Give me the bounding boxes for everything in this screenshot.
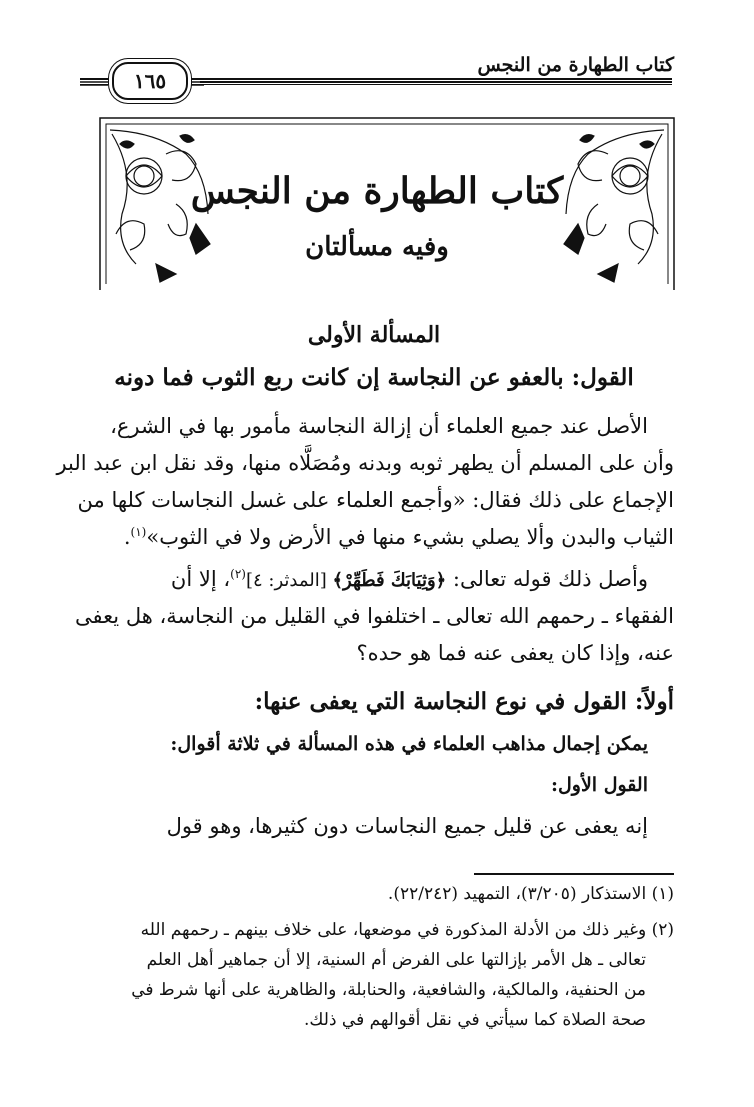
issue-statement: القول: بالعفو عن النجاسة إن كانت ربع الثوب فما دونه bbox=[114, 364, 634, 391]
header-rule-right-dashes bbox=[188, 76, 204, 88]
quran-verse: ﴿وَثِيَابَكَ فَطَهِّرْ﴾ bbox=[332, 570, 447, 591]
paragraph-line: وأن على المسلم أن يطهر ثوبه وبدنه ومُصَلَّاه منها، وقد نقل ابن عبد البر bbox=[56, 451, 674, 475]
footnote-2-line: (٢) وغير ذلك من الأدلة المذكورة في موضعها، على خلاف بينهم ـ رحمهم الله bbox=[140, 920, 674, 940]
footnote-2-line: صحة الصلاة كما سيأتي في نقل أقوالهم في ذلك. bbox=[304, 1010, 646, 1030]
period: . bbox=[123, 525, 131, 549]
quran-citation: [المدثر: ٤] bbox=[245, 570, 333, 591]
issue-heading: المسألة الأولى bbox=[307, 322, 441, 348]
paragraph-text: ، إلا أن bbox=[170, 567, 231, 591]
paragraph-line: عنه، وإذا كان يعفى عنه فما هو حده؟ bbox=[356, 641, 674, 665]
section-heading: أولاً: القول في نوع النجاسة التي يعفى عنها: bbox=[254, 688, 674, 715]
chapter-subtitle: وفيه مسألتان bbox=[305, 232, 449, 262]
quran-line bbox=[74, 567, 674, 592]
paragraph-line-with-ref bbox=[74, 525, 674, 550]
paragraph-line: الفقهاء ـ رحمهم الله تعالى ـ اختلفوا في القليل من النجاسة، هل يعفى bbox=[75, 604, 674, 628]
footnote-ref-2: (٢) bbox=[230, 567, 246, 581]
header-rule-middle bbox=[200, 81, 672, 83]
paragraph-text: الثياب والبدن وألا يصلي بشيء منها في الأرض ولا في الثوب» bbox=[146, 525, 674, 549]
running-title: كتاب الطهارة من النجس bbox=[477, 54, 674, 76]
header-rule-left-dashes bbox=[80, 76, 108, 88]
footnote-2-line: من الحنفية، والمالكية، والشافعية، والحنابلة، والظاهرية على أنها شرط في bbox=[131, 980, 646, 1000]
footnote-separator bbox=[474, 873, 674, 875]
first-opinion-heading: القول الأول: bbox=[550, 774, 648, 796]
summary-line: يمكن إجمال مذاهب العلماء في هذه المسألة في ثلاثة أقوال: bbox=[170, 733, 648, 755]
page-number: ١٦٥ bbox=[112, 62, 188, 100]
first-opinion-text: إنه يعفى عن قليل جميع النجاسات دون كثيرها، وهو قول bbox=[166, 814, 648, 838]
footnote-1: (١) الاستذكار (٣/٢٠٥)، التمهيد (٢٢/٢٤٢). bbox=[387, 884, 674, 904]
paragraph-text: وأصل ذلك قوله تعالى: bbox=[446, 567, 648, 591]
chapter-title: كتاب الطهارة من النجس bbox=[190, 170, 564, 212]
paragraph-line: الإجماع على ذلك فقال: «وأجمع العلماء على غسل النجاسات كلها من bbox=[77, 488, 674, 512]
footnote-ref-1: (١) bbox=[130, 525, 147, 539]
footnote-2-line: تعالى ـ هل الأمر بإزالتها على الفرض أم السنية، إلا أن جماهير أهل العلم bbox=[146, 950, 646, 970]
paragraph-line: الأصل عند جميع العلماء أن إزالة النجاسة مأمور بها في الشرع، bbox=[110, 414, 648, 438]
